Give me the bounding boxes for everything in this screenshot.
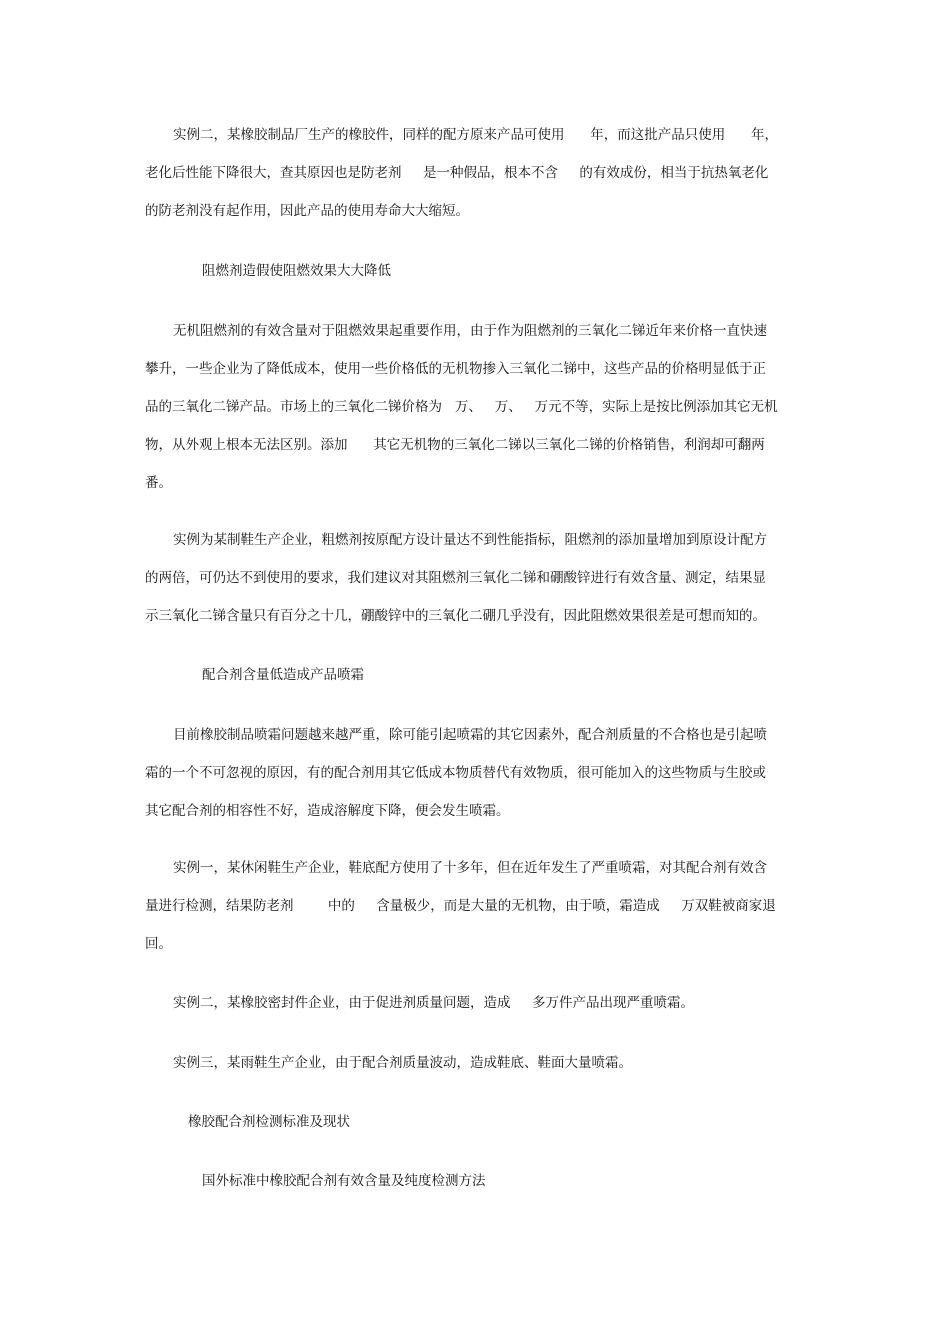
paragraph-5-line-2: 量进行检测，结果防老剂 中的 含量极少，而是大量的无机物，由于喷，霜造成 万双鞋被商家退 bbox=[145, 898, 776, 914]
paragraph-1-line-2: 老化后性能下降很大，查其原因也是防老剂 是一种假品，根本不含 的有效成份，相当于抗热氧老化 bbox=[145, 165, 769, 181]
paragraph-6: 实例二，某橡胶密封件企业，由于促进剂质量问题，造成 多万件产品出现严重喷霜。 bbox=[173, 995, 694, 1011]
section-heading-flame-retardant: 阻燃剂造假使阻燃效果大大降低 bbox=[202, 263, 391, 279]
paragraph-5-line-1: 实例一，某休闲鞋生产企业，鞋底配方使用了十多年，但在近年发生了严重喷霜，对其配合剂有效含 bbox=[173, 860, 767, 876]
section-heading-blooming: 配合剂含量低造成产品喷霜 bbox=[202, 667, 364, 683]
paragraph-7: 实例三，某雨鞋生产企业，由于配合剂质量波动，造成鞋底、鞋面大量喷霜。 bbox=[173, 1055, 632, 1071]
paragraph-2-line-4: 物，从外观上根本无法区别。添加 其它无机物的三氧化二锑以三氧化二锑的价格销售，利润却可翻两 bbox=[145, 437, 765, 453]
section-heading-foreign-standards: 国外标准中橡胶配合剂有效含量及纯度检测方法 bbox=[202, 1173, 486, 1189]
paragraph-4-line-2: 霜的一个不可忽视的原因，有的配合剂用其它低成本物质替代有效物质，很可能加入的这些物质与生胶或 bbox=[145, 765, 766, 781]
paragraph-3-line-3: 示三氧化二锑含量只有百分之十几，硼酸锌中的三氧化二硼几乎没有，因此阻燃效果很差是可想而知的。 bbox=[145, 608, 766, 624]
paragraph-5-line-3: 回。 bbox=[145, 936, 172, 952]
paragraph-3-line-1: 实例为某制鞋生产企业，粗燃剂按原配方设计量达不到性能指标，阻燃剂的添加量增加到原设计配方 bbox=[173, 532, 767, 548]
paragraph-4-line-3: 其它配合剂的相容性不好，造成溶解度下降，便会发生喷霜。 bbox=[145, 803, 510, 819]
paragraph-2-line-2: 攀升，一些企业为了降低成本，使用一些价格低的无机物掺入三氧化二锑中，这些产品的价格明显低于正 bbox=[145, 361, 766, 377]
paragraph-1-line-3: 的防老剂没有起作用，因此产品的使用寿命大大缩短。 bbox=[145, 203, 469, 219]
paragraph-2-line-3: 品的三氧化二锑产品。市场上的三氧化二锑价格为 万、 万、 万元不等，实际上是按比例添加其它无机 bbox=[145, 399, 778, 415]
paragraph-4-line-1: 目前橡胶制品喷霜问题越来越严重，除可能引起喷霜的其它因素外，配合剂质量的不合格也是引起喷 bbox=[173, 727, 767, 743]
paragraph-1-line-1: 实例二，某橡胶制品厂生产的橡胶件，同样的配方原来产品可使用 年，而这批产品只使用 年， bbox=[173, 127, 778, 143]
paragraph-3-line-2: 的两倍，可仍达不到使用的要求，我们建议对其阻燃剂三氧化二锑和硼酸锌进行有效含量、测定，结果显 bbox=[145, 570, 766, 586]
paragraph-2-line-1: 无机阻燃剂的有效含量对于阻燃效果起重要作用，由于作为阻燃剂的三氧化二锑近年来价格一直快速 bbox=[173, 323, 767, 339]
paragraph-2-line-5: 番。 bbox=[145, 475, 172, 491]
section-heading-standards: 橡胶配合剂检测标准及现状 bbox=[188, 1114, 350, 1130]
